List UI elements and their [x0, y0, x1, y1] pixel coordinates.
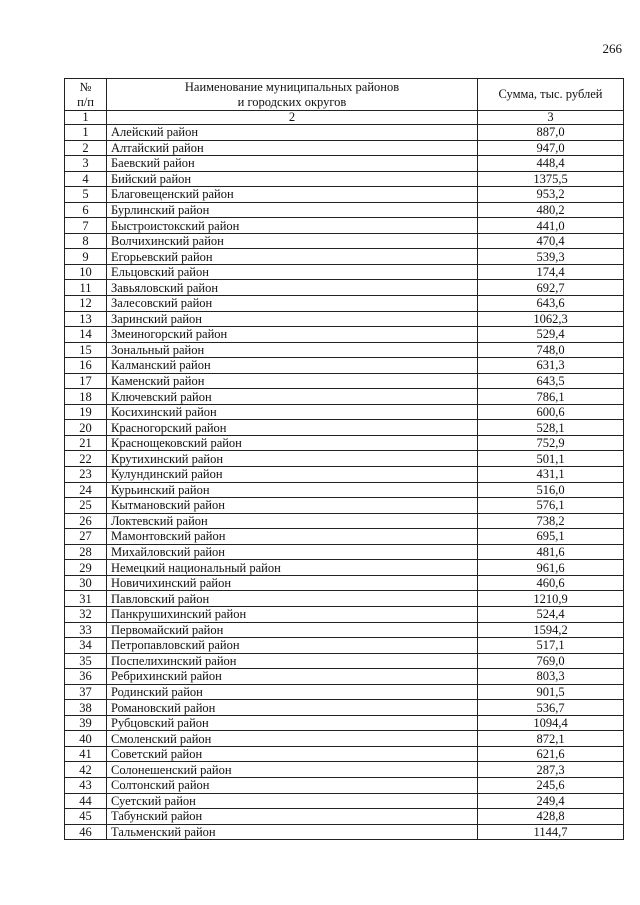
table-row [65, 684, 624, 700]
table-row [65, 731, 624, 747]
table-row [65, 373, 624, 389]
column-index-3: 3 [478, 111, 624, 125]
row-name: Тальменский район [107, 824, 478, 840]
row-sum: 887,0 [478, 125, 624, 141]
row-number: 19 [65, 404, 107, 420]
table-row [65, 653, 624, 669]
row-sum: 431,1 [478, 467, 624, 483]
row-number: 12 [65, 296, 107, 312]
row-sum: 528,1 [478, 420, 624, 436]
row-name: Калманский район [107, 358, 478, 374]
table-row [65, 342, 624, 358]
table-row [65, 140, 624, 156]
row-name: Косихинский район [107, 404, 478, 420]
row-name: Романовский район [107, 700, 478, 716]
row-number: 26 [65, 513, 107, 529]
row-name: Кулундинский район [107, 467, 478, 483]
table-row [65, 591, 624, 607]
row-sum: 470,4 [478, 233, 624, 249]
row-number: 40 [65, 731, 107, 747]
row-number: 42 [65, 762, 107, 778]
row-number: 37 [65, 684, 107, 700]
table-row [65, 435, 624, 451]
table-row [65, 249, 624, 265]
row-name: Панкрушихинский район [107, 606, 478, 622]
row-name: Родинский район [107, 684, 478, 700]
row-sum: 901,5 [478, 684, 624, 700]
row-number: 18 [65, 389, 107, 405]
row-number: 38 [65, 700, 107, 716]
row-name: Ребрихинский район [107, 669, 478, 685]
row-sum: 738,2 [478, 513, 624, 529]
table-row [65, 202, 624, 218]
row-name: Егорьевский район [107, 249, 478, 265]
table-row [65, 358, 624, 374]
table-row [65, 529, 624, 545]
row-sum: 752,9 [478, 435, 624, 451]
row-number: 21 [65, 435, 107, 451]
row-name: Мамонтовский район [107, 529, 478, 545]
row-number: 39 [65, 715, 107, 731]
row-sum: 174,4 [478, 264, 624, 280]
row-sum: 539,3 [478, 249, 624, 265]
row-sum: 1375,5 [478, 171, 624, 187]
row-number: 23 [65, 467, 107, 483]
row-number: 33 [65, 622, 107, 638]
row-number: 13 [65, 311, 107, 327]
row-sum: 769,0 [478, 653, 624, 669]
table-row [65, 404, 624, 420]
row-name: Курьинский район [107, 482, 478, 498]
table-row [65, 575, 624, 591]
row-sum: 448,4 [478, 156, 624, 172]
row-sum: 947,0 [478, 140, 624, 156]
table-row [65, 793, 624, 809]
row-sum: 600,6 [478, 404, 624, 420]
row-name: Суетский район [107, 793, 478, 809]
table-row [65, 327, 624, 343]
table-row [65, 762, 624, 778]
row-name: Михайловский район [107, 544, 478, 560]
row-name: Поспелихинский район [107, 653, 478, 669]
header-sum-text: Сумма, тыс. рублей [498, 87, 603, 101]
row-name: Змеиногорский район [107, 327, 478, 343]
table-row [65, 311, 624, 327]
row-name: Каменский район [107, 373, 478, 389]
table-row [65, 777, 624, 793]
row-sum: 441,0 [478, 218, 624, 234]
row-sum: 695,1 [478, 529, 624, 545]
row-sum: 536,7 [478, 700, 624, 716]
row-name: Алтайский район [107, 140, 478, 156]
table-row [65, 638, 624, 654]
table-row [65, 389, 624, 405]
row-number: 2 [65, 140, 107, 156]
allocation-table [64, 78, 624, 840]
row-sum: 480,2 [478, 202, 624, 218]
row-name: Быстроистокский район [107, 218, 478, 234]
row-name: Рубцовский район [107, 715, 478, 731]
table-row [65, 824, 624, 840]
row-number: 46 [65, 824, 107, 840]
table-row [65, 171, 624, 187]
table-row [65, 498, 624, 514]
table-row [65, 280, 624, 296]
row-name: Крутихинский район [107, 451, 478, 467]
row-name: Локтевский район [107, 513, 478, 529]
row-sum: 631,3 [478, 358, 624, 374]
header-name [107, 79, 478, 111]
column-index-2: 2 [107, 111, 478, 125]
table-row [65, 296, 624, 312]
row-number: 7 [65, 218, 107, 234]
row-number: 4 [65, 171, 107, 187]
row-sum: 803,3 [478, 669, 624, 685]
row-name: Петропавловский район [107, 638, 478, 654]
header-name-line2: и городских округов [237, 94, 347, 109]
table-row [65, 715, 624, 731]
row-number: 29 [65, 560, 107, 576]
table-row [65, 809, 624, 825]
row-number: 20 [65, 420, 107, 436]
header-name-line1: Наименование муниципальных районов [184, 79, 400, 94]
column-index-row [65, 111, 624, 125]
table-row [65, 482, 624, 498]
table-row [65, 746, 624, 762]
row-number: 45 [65, 809, 107, 825]
row-number: 31 [65, 591, 107, 607]
row-name: Баевский район [107, 156, 478, 172]
row-name: Смоленский район [107, 731, 478, 747]
row-sum: 529,4 [478, 327, 624, 343]
row-sum: 1210,9 [478, 591, 624, 607]
row-name: Благовещенский район [107, 187, 478, 203]
row-name: Табунский район [107, 809, 478, 825]
row-number: 43 [65, 777, 107, 793]
table-row [65, 622, 624, 638]
table-row [65, 125, 624, 141]
row-sum: 1094,4 [478, 715, 624, 731]
row-name: Бурлинский район [107, 202, 478, 218]
row-sum: 501,1 [478, 451, 624, 467]
row-name: Краснощековский район [107, 435, 478, 451]
row-sum: 481,6 [478, 544, 624, 560]
row-name: Ключевский район [107, 389, 478, 405]
row-number: 17 [65, 373, 107, 389]
row-sum: 576,1 [478, 498, 624, 514]
row-name: Новичихинский район [107, 575, 478, 591]
table-row [65, 187, 624, 203]
table-row [65, 513, 624, 529]
row-sum: 287,3 [478, 762, 624, 778]
row-sum: 1144,7 [478, 824, 624, 840]
row-sum: 621,6 [478, 746, 624, 762]
row-name: Немецкий национальный район [107, 560, 478, 576]
header-number-line1: № [79, 79, 92, 94]
row-name: Кытмановский район [107, 498, 478, 514]
row-name: Залесовский район [107, 296, 478, 312]
table-row [65, 156, 624, 172]
row-name: Завьяловский район [107, 280, 478, 296]
row-number: 44 [65, 793, 107, 809]
row-sum: 643,5 [478, 373, 624, 389]
row-number: 24 [65, 482, 107, 498]
row-number: 32 [65, 606, 107, 622]
table-header-row [65, 79, 624, 111]
table-row [65, 218, 624, 234]
row-name: Заринский район [107, 311, 478, 327]
row-number: 25 [65, 498, 107, 514]
row-number: 11 [65, 280, 107, 296]
row-name: Красногорский район [107, 420, 478, 436]
row-name: Волчихинский район [107, 233, 478, 249]
row-number: 22 [65, 451, 107, 467]
row-sum: 1594,2 [478, 622, 624, 638]
row-number: 16 [65, 358, 107, 374]
row-number: 41 [65, 746, 107, 762]
row-name: Солтонский район [107, 777, 478, 793]
header-sum [478, 79, 624, 111]
table-row [65, 467, 624, 483]
row-number: 10 [65, 264, 107, 280]
row-name: Первомайский район [107, 622, 478, 638]
table-body [65, 125, 624, 840]
row-name: Советский район [107, 746, 478, 762]
row-number: 35 [65, 653, 107, 669]
row-sum: 748,0 [478, 342, 624, 358]
row-number: 1 [65, 125, 107, 141]
row-number: 3 [65, 156, 107, 172]
row-sum: 953,2 [478, 187, 624, 203]
row-number: 30 [65, 575, 107, 591]
row-sum: 524,4 [478, 606, 624, 622]
row-number: 9 [65, 249, 107, 265]
row-sum: 249,4 [478, 793, 624, 809]
table-row [65, 544, 624, 560]
row-number: 36 [65, 669, 107, 685]
row-name: Алейский район [107, 125, 478, 141]
table-row [65, 420, 624, 436]
row-number: 34 [65, 638, 107, 654]
row-name: Бийский район [107, 171, 478, 187]
column-index-1: 1 [65, 111, 107, 125]
row-sum: 517,1 [478, 638, 624, 654]
row-number: 6 [65, 202, 107, 218]
row-sum: 245,6 [478, 777, 624, 793]
row-sum: 692,7 [478, 280, 624, 296]
table-row [65, 233, 624, 249]
row-sum: 786,1 [478, 389, 624, 405]
row-name: Зональный район [107, 342, 478, 358]
row-name: Павловский район [107, 591, 478, 607]
page-number: 266 [602, 41, 622, 56]
row-number: 28 [65, 544, 107, 560]
row-sum: 1062,3 [478, 311, 624, 327]
row-number: 5 [65, 187, 107, 203]
row-sum: 961,6 [478, 560, 624, 576]
row-sum: 516,0 [478, 482, 624, 498]
row-name: Солонешенский район [107, 762, 478, 778]
row-number: 14 [65, 327, 107, 343]
row-number: 15 [65, 342, 107, 358]
row-sum: 460,6 [478, 575, 624, 591]
header-number-line2: п/п [77, 94, 94, 109]
row-number: 27 [65, 529, 107, 545]
row-sum: 428,8 [478, 809, 624, 825]
row-sum: 643,6 [478, 296, 624, 312]
header-number [65, 79, 107, 111]
table-row [65, 669, 624, 685]
table-row [65, 700, 624, 716]
table-row [65, 264, 624, 280]
table-row [65, 560, 624, 576]
row-sum: 872,1 [478, 731, 624, 747]
row-name: Ельцовский район [107, 264, 478, 280]
row-number: 8 [65, 233, 107, 249]
table-row [65, 606, 624, 622]
table-row [65, 451, 624, 467]
